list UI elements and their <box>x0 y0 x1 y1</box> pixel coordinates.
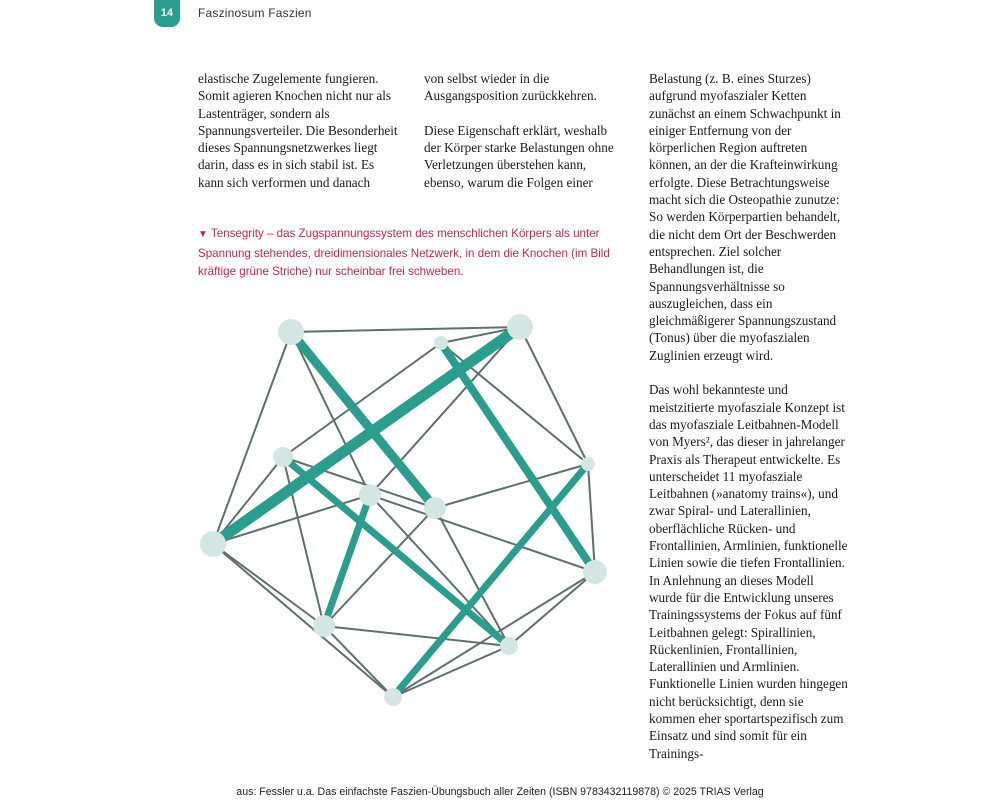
tension-cables <box>213 327 595 697</box>
figure-caption <box>198 225 628 282</box>
paragraph: Belastung (z. B. eines Sturzes) aufgrund myofaszialer Ketten zunächst an einem Schwachpunkt in einiger Entfernung von der körperlichen Region auftreten können, an der die Krafteinwirkung erfolgte. Diese Betrachtungsweise macht sich die Osteopathie zunutze: So werden Körperpartien behandelt, die nicht dem Ort der Beschwerden entsprechen. Ziel solcher Behandlungen ist, die Spannungsverhältnisse so auszugleichen, dass ein gleichmäßigerer Spannungszustand (Tonus) über die myofaszialen Zuglinien erzeugt wird. <box>649 71 841 363</box>
paragraph: von selbst wieder in die Ausgangsposition zurückkehren. <box>424 71 597 104</box>
page-number-badge: 14 <box>154 0 180 27</box>
compression-struts <box>213 327 595 697</box>
copyright-footer: aus: Fessler u.a. Das einfachste Faszien-Übungsbuch aller Zeiten (ISBN 9783432119878) © 2025 TRIAS Verlag <box>236 786 764 798</box>
paragraph: Das wohl bekannteste und meistzitierte myofasziale Konzept ist das myofasziale Leitbahnen-Modell von Myers², das dieser in jahrelanger Praxis als Therapeut entwickelte. Es unterscheidet 11 myofasziale Leitbahnen (»anatomy trains«), und zwar Spiral- und Laterallinien, oberflächliche Rücken- und Frontallinien, Armlinien, funktionelle Linien sowie die tiefen Frontallinien. In Anlehnung an dieses Modell wurde für die Entwicklung unseres Trainingssystems der Fokus auf fünf Leitbahnen gelegt: Spirallinien, Rückenlinien, Frontallinien, Laterallinien und Armlinien. Funktionelle Linien wurden hingegen nicht berücksichtigt, denn sie kommen eher sportartspezifisch zum Einsatz und sind somit für ein Trainings- <box>649 382 848 761</box>
caption-text: Tensegrity – das Zugspannungssystem des menschlichen Körpers als unter Spannung stehendes, dreidimensionales Netzwerk, in dem die Knochen (im Bild kräftige grüne Striche) nur scheinbar frei schweben. <box>198 227 610 279</box>
chevron-double-down-icon: ▼ <box>198 229 208 240</box>
paragraph: Diese Eigenschaft erklärt, weshalb der Körper starke Belastungen ohne Verletzungen überstehen kann, ebenso, warum die Folgen einer <box>424 122 614 190</box>
running-title: Faszinosum Faszien <box>198 6 312 20</box>
paragraph: elastische Zugelemente fungieren. Somit agieren Knochen nicht nur als Lastenträger, sondern als Spannungsverteiler. Die Besonderheit dieses Spannungsnetzwerkes liegt darin, dass es in sich stabil ist. Es kann sich verformen und danach <box>198 71 398 190</box>
text-column-1 <box>198 70 398 191</box>
text-column-3 <box>649 70 849 762</box>
text-column-2 <box>424 70 624 191</box>
tensegrity-figure <box>190 300 620 720</box>
